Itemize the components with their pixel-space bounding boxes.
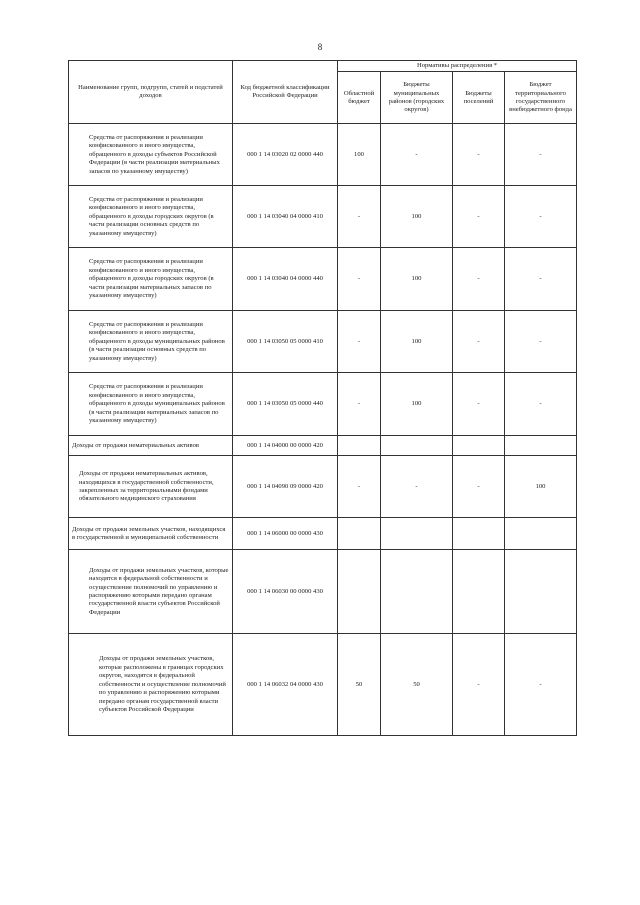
row-regional: - — [338, 248, 381, 311]
row-name: Доходы от продажи земельных участков, которые расположены в границах городских округов, находятся в федеральной собственности и осуществление полномочий по управлению и распоряжению которыми передано органам государственной власти субъектов Российской Федерации — [69, 634, 233, 736]
row-regional: - — [338, 186, 381, 248]
row-settlements — [453, 436, 505, 456]
row-name: Средства от распоряжения и реализации конфискованного и иного имущества, обращенного в доходы городских округов (в части реализации основных средств по указанному имуществу) — [69, 186, 233, 248]
row-name: Доходы от продажи земельных участков, которые находятся в федеральной собственности и осуществление полномочий по управлению и распоряжению которыми передано органам государственной власти субъектов Российской Федерации — [69, 550, 233, 634]
row-code: 000 1 14 06000 00 0000 430 — [233, 518, 338, 550]
row-code: 000 1 14 04000 00 0000 420 — [233, 436, 338, 456]
page-number: 8 — [317, 42, 323, 52]
row-code: 000 1 14 03040 04 0000 440 — [233, 248, 338, 311]
row-code: 000 1 14 06032 04 0000 430 — [233, 634, 338, 736]
row-name: Доходы от продажи нематериальных активов — [69, 436, 233, 456]
header-distribution-norms: Нормативы распределения * — [338, 61, 577, 72]
row-municipal: - — [381, 124, 453, 186]
header-settlement-budgets: Бюджеты поселений — [453, 72, 505, 124]
table-row — [69, 311, 577, 373]
row-settlements: - — [453, 124, 505, 186]
header-regional-budget: Областной бюджет — [338, 72, 381, 124]
row-fund — [505, 436, 577, 456]
row-municipal — [381, 436, 453, 456]
row-fund: - — [505, 373, 577, 436]
table-row — [69, 634, 577, 736]
table-row — [69, 373, 577, 436]
table-row — [69, 124, 577, 186]
row-settlements: - — [453, 634, 505, 736]
row-fund: 100 — [505, 456, 577, 518]
row-regional: 100 — [338, 124, 381, 186]
row-name: Средства от распоряжения и реализации конфискованного и иного имущества, обращенного в доходы городских округов (в части реализации материальных запасов по указанному имуществу) — [69, 248, 233, 311]
row-fund — [505, 518, 577, 550]
row-name: Средства от распоряжения и реализации конфискованного и иного имущества, обращенного в доходы муниципальных районов (в части реализации материальных запасов по указанному имуществу) — [69, 373, 233, 436]
row-fund — [505, 550, 577, 634]
row-code: 000 1 14 03050 05 0000 410 — [233, 311, 338, 373]
row-fund: - — [505, 124, 577, 186]
row-municipal: 100 — [381, 248, 453, 311]
row-code: 000 1 14 03020 02 0000 440 — [233, 124, 338, 186]
table-row — [69, 248, 577, 311]
row-settlements: - — [453, 311, 505, 373]
row-fund: - — [505, 311, 577, 373]
row-settlements — [453, 550, 505, 634]
table-row — [69, 436, 577, 456]
row-municipal — [381, 550, 453, 634]
row-regional — [338, 518, 381, 550]
row-code: 000 1 14 03040 04 0000 410 — [233, 186, 338, 248]
distribution-table — [68, 60, 577, 736]
header-code: Код бюджетной классификации Российской Федерации — [233, 61, 338, 124]
table-row — [69, 518, 577, 550]
row-name: Доходы от продажи земельных участков, находящихся в государственной и муниципальной собственности — [69, 518, 233, 550]
row-municipal — [381, 518, 453, 550]
row-name: Доходы от продажи нематериальных активов, находящихся в государственной собственности, закрепленных за территориальными фондами обязательного медицинского страхования — [69, 456, 233, 518]
table-row — [69, 456, 577, 518]
header-extrabudgetary-fund: Бюджет территориального государственного внебюджетного фонда — [505, 72, 577, 124]
table-row — [69, 186, 577, 248]
row-settlements: - — [453, 456, 505, 518]
row-fund: - — [505, 634, 577, 736]
row-code: 000 1 14 03050 05 0000 440 — [233, 373, 338, 436]
row-municipal: 100 — [381, 373, 453, 436]
row-regional: 50 — [338, 634, 381, 736]
row-regional: - — [338, 311, 381, 373]
row-fund: - — [505, 186, 577, 248]
row-regional — [338, 436, 381, 456]
row-code: 000 1 14 06030 00 0000 430 — [233, 550, 338, 634]
header-municipal-budgets: Бюджеты муниципальных районов (городских округов) — [381, 72, 453, 124]
row-fund: - — [505, 248, 577, 311]
row-settlements: - — [453, 373, 505, 436]
row-municipal: 100 — [381, 186, 453, 248]
row-settlements — [453, 518, 505, 550]
row-regional — [338, 550, 381, 634]
row-municipal: - — [381, 456, 453, 518]
row-name: Средства от распоряжения и реализации конфискованного и иного имущества, обращенного в доходы муниципальных районов (в части реализации основных средств по указанному имуществу) — [69, 311, 233, 373]
row-regional: - — [338, 456, 381, 518]
table-row — [69, 550, 577, 634]
header-name: Наименование групп, подгрупп, статей и подстатей доходов — [69, 61, 233, 124]
row-code: 000 1 14 04090 09 0000 420 — [233, 456, 338, 518]
row-regional: - — [338, 373, 381, 436]
row-municipal: 50 — [381, 634, 453, 736]
row-settlements: - — [453, 186, 505, 248]
row-municipal: 100 — [381, 311, 453, 373]
row-settlements: - — [453, 248, 505, 311]
row-name: Средства от распоряжения и реализации конфискованного и иного имущества, обращенного в доходы субъектов Российской Федерации (в части реализации материальных запасов по указанному имуществу) — [69, 124, 233, 186]
